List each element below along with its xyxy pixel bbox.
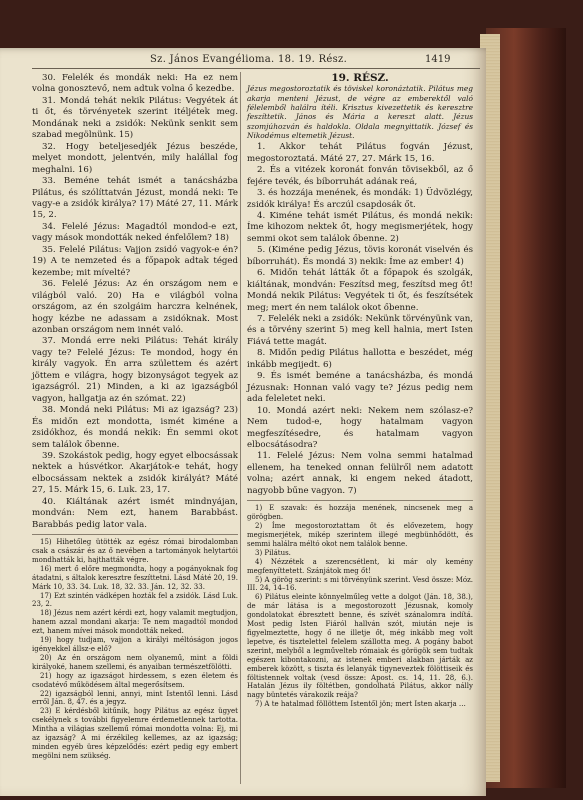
verse: 8. Midőn pedig Pilátus hallotta e beszédet, még inkább megijedt. 6) bbox=[247, 348, 473, 370]
footnote: 6) Pilátus eleinte könnyelműleg vette a dolgot (Ján. 18, 38.), de már látása is a megostorozott Jézusnak, komoly gondolatokat ébresztett benne, és szívét szánalomra indítá. Most pedig Isten Fiáról hallván szót, miután neje is figyelmeztette, hogy ő ne illetje őt, még inkább meg volt lepetve, és tisztelettel felelem szállotta meg. A pogány babot szerint, melyből a legművelteb rómaiak és görögök sem tudtak egészen kibontakozni, az istenek emberi alakban járták az emberek között, s tiszta és lelanyák tigyneveztek fölöttiseik és föltistennek voltak (vesd össze: Apost. cs. 14, 11. 28, 6.). Hatalán Jézus ily föltétben, gondolhatá Pilátus, akkor nálly nagy büntetés várakozik reája? bbox=[247, 593, 473, 700]
verse: 40. Kiáltának azért ismét mindnyájan, mondván: Nem ezt, hanem Barabbást. Barabbás pedig lator vala. bbox=[32, 496, 238, 530]
footnote: 2) Íme megostoroztattam őt és elővezetem, hogy megismerjétek, mikép szerintem illegé megbünhődött, és semmi halálra méltó okot nem találok benne. bbox=[247, 522, 473, 548]
footnote-divider bbox=[247, 500, 473, 501]
verse: 35. Felelé Pilátus: Vajjon zsidó vagyok-e én? 19) A te nemzeted és a főpapok adtak téged kezembe; mit mívelté? bbox=[32, 244, 238, 278]
verse: 6. Midőn tehát látták őt a főpapok és szolgák, kiáltának, mondván: Feszítsd meg, feszítsd meg őt! Mondá nekik Pilátus: Vegyétek ti őt, és feszítsétek meg; mert én nem találok okot őbenne. bbox=[247, 268, 473, 313]
page-number: 1419 bbox=[425, 54, 451, 65]
footnote: 7) A te hatalmad föllöttem Istentől jön; mert Isten akarja … bbox=[255, 700, 466, 709]
verse: 39. Szokástok pedig, hogy egyet elbocsássak nektek a húsvétkor. Akarjátok-e tehát, hogy elbocsássam nektek a zsidók királyát? Máté 27, 15. Márk 15, 6. Luk. 23, 17. bbox=[32, 450, 238, 496]
footnote: 1) E szavak: és hozzája menének, nincsenek meg a görögben. bbox=[247, 504, 473, 522]
footnote: 3) Pilátus. bbox=[255, 548, 291, 557]
verse: 5. (Kiméne pedig Jézus, tövis koronát viselvén és bíborruhát). És mondá 3) nekik: Íme az ember! 4) bbox=[247, 245, 473, 267]
footnote: 22) igazságból lenni, annyi, mint Istentől lenni. Lásd erről Ján. 8, 47. és a jegyz. bbox=[32, 689, 238, 707]
footnote: 21) hogy az igazságot hirdessem, s ezen életem és csodatévő működésem által megerősítsem. bbox=[32, 671, 238, 689]
footnote: 5) A görög szerint: s mi törvényünk szerint. Vesd össze: Móz. III. 24, 14–16. bbox=[247, 575, 473, 593]
footnote: 19) hogy tudjam, vajjon a királyi méltóságon jogos igényekkel állsz-e elő? bbox=[32, 636, 238, 653]
left-column bbox=[32, 73, 238, 761]
footnote: 17) Ezt szintén vádképen hozták fel a zsidók. Lásd Luk. 23, 2. bbox=[32, 591, 238, 609]
verse: 9. És ismét beméne a tanácsházba, és mondá Jézusnak: Honnan való vagy te? Jézus pedig nem ada feleletet neki. bbox=[247, 371, 473, 405]
header-title: Sz. János Evangélioma. 18. 19. Rész. bbox=[150, 54, 348, 65]
verse: 1. Akkor tehát Pilátus fogván Jézust, megostoroztatá. Máté 27, 27. Márk 15, 16. bbox=[247, 142, 473, 164]
verse: 34. Felelé Jézus: Magadtól mondod-e ezt, vagy mások mondották neked énfelőlem? 18) bbox=[32, 221, 238, 244]
footnote-divider bbox=[32, 534, 238, 535]
verse: 4. Kiméne tehát ismét Pilátus, és mondá nekik: Íme kihozom nektek őt, hogy megismerjétek, hogy semmi okot sem találok őbenne. 2) bbox=[247, 210, 473, 244]
verse: 10. Mondá azért neki: Nekem nem szólasz-e? Nem tudod-e, hogy hatalmam vagyon megfeszítésedre, és hatalmam vagyon elbocsátásodra? bbox=[247, 405, 473, 451]
footnote: 20) Az én országom nem olyanemű, mint a földi királyoké, hanem szellemi, és anyaiban természetfölötti. bbox=[32, 653, 238, 671]
running-header bbox=[0, 52, 480, 68]
footnote: 18) Jézus nem azért kérdi ezt, hogy valamit megtudjon, hanem azzal mondani akarja: Te nem magadtól mondod ezt, hanem mívei mások mondották neked. bbox=[32, 609, 238, 636]
chapter-heading: 19. RÉSZ. bbox=[331, 72, 389, 84]
verse: 7. Felelék neki a zsidók: Nekünk törvényünk van, és a törvény szerint 5) meg kell halnia, mert Isten Fiává tette magát. bbox=[247, 314, 473, 347]
footnotes bbox=[247, 504, 473, 709]
footnote: 4) Nézzétek a szerencsétlent, ki már oly kemény megfenyíttetett. Szánjátok meg őt! bbox=[247, 557, 473, 575]
column-divider bbox=[240, 72, 241, 784]
verse: 3. és hozzája menének, és mondák: 1) Üdvözlégy, zsidók királya! És arczúl csapdosák őt. bbox=[247, 188, 473, 210]
verse: 37. Mondá erre neki Pilátus: Tehát király vagy te? Felelé Jézus: Te mondod, hogy én király vagyok. Én arra születtem és azért jöttem e világra, hogy bizonyságot tegyek az igazságról. 21) Minden, a ki az igazságból vagyon, hallgatja az én szómat. 22) bbox=[32, 336, 238, 404]
verse: 31. Mondá tehát nekik Pilátus: Vegyétek át ti őt, és törvényetek szerint itéljétek meg. Mondának neki a zsidók: Nekünk senkit sem szabad megölnünk. 15) bbox=[32, 95, 238, 141]
verse: 32. Hogy beteljesedjék Jézus beszéde, melyet mondott, jelentvén, mily halállal fog meghalni. 16) bbox=[32, 141, 238, 175]
verse: 11. Felelé Jézus: Nem volna semmi hatalmad ellenem, ha teneked onnan felülről nem adatott volna; azért annak, ki engem neked átadott, nagyobb bűne vagyon. 7) bbox=[247, 451, 473, 496]
footnote: 23) E kérdésből kitűnik, hogy Pilátus az egész ügyet csekélynek s további figyelemre érdemetlennek tartotta. Mintha a világias szellemű római mondotta volna: Ej, mi az igazság? A mi érzékileg kellemes, az az igazság; minden egyéb üres képzelődés: ezért pedig egy embert megölni nem szükség. bbox=[32, 707, 238, 760]
footnotes bbox=[32, 538, 238, 761]
chapter-summary: Jézus megostoroztatik és töviskel koronáztatik. Pilátus meg akarja menteni Jézust, de végre az emberektől való félelemből halálra ítéli. Krisztus kivezettetik és keresztre feszíttetik. János és Mária a kereszt alatt. Jézus szomjúhozván és haldokla. Oldala megnyittatik. József és Nikodémus eltemetik Jézust. bbox=[247, 84, 473, 140]
verse: 36. Felelé Jézus: Az én országom nem e világból való. 20) Ha e világból volna országom, az én szolgáim harczra kelnének, hogy kézbe ne adassam a zsidóknak. Most azonban országom nem innét való. bbox=[32, 279, 238, 335]
footnote: 15) Hihetőleg ütötték az egész római birodalomban csak a császár és az ő nevében a tartományok helytartói mondhatták ki, hajthatták végre. bbox=[32, 538, 238, 564]
verse: 2. És a vitézek koronát fonván tövisekből, az ő fejére tevék, és bíborruhát adának reá, bbox=[247, 165, 473, 187]
verse: 30. Felelék és mondák neki: Ha ez nem volna gonosztevő, nem adtuk volna ő kezedbe. bbox=[32, 73, 238, 95]
right-column bbox=[247, 73, 473, 709]
header-rule bbox=[32, 68, 480, 69]
verse: 33. Beméne tehát ismét a tanácsházba Pilátus, és szólíttatván Jézust, mondá neki: Te vagy-e a zsidók királya? 17) Máté 27, 11. Márk 15, 2. bbox=[32, 176, 238, 221]
footnote: 16) mert ő előre megmondta, hogy a pogányoknak fog átadatni, s általok keresztre feszíttetni. Lásd Máté 20, 19. Márk 10, 33. 34. Luk. 18, 32. 33. Ján. 12, 32. 33. bbox=[32, 564, 238, 591]
verse: 38. Mondá neki Pilátus: Mi az igazság? 23) És midőn ezt mondotta, ismét kiméne a zsidókhoz, és mondá nekik: Én semmi okot sem találok őbenne. bbox=[32, 405, 238, 450]
